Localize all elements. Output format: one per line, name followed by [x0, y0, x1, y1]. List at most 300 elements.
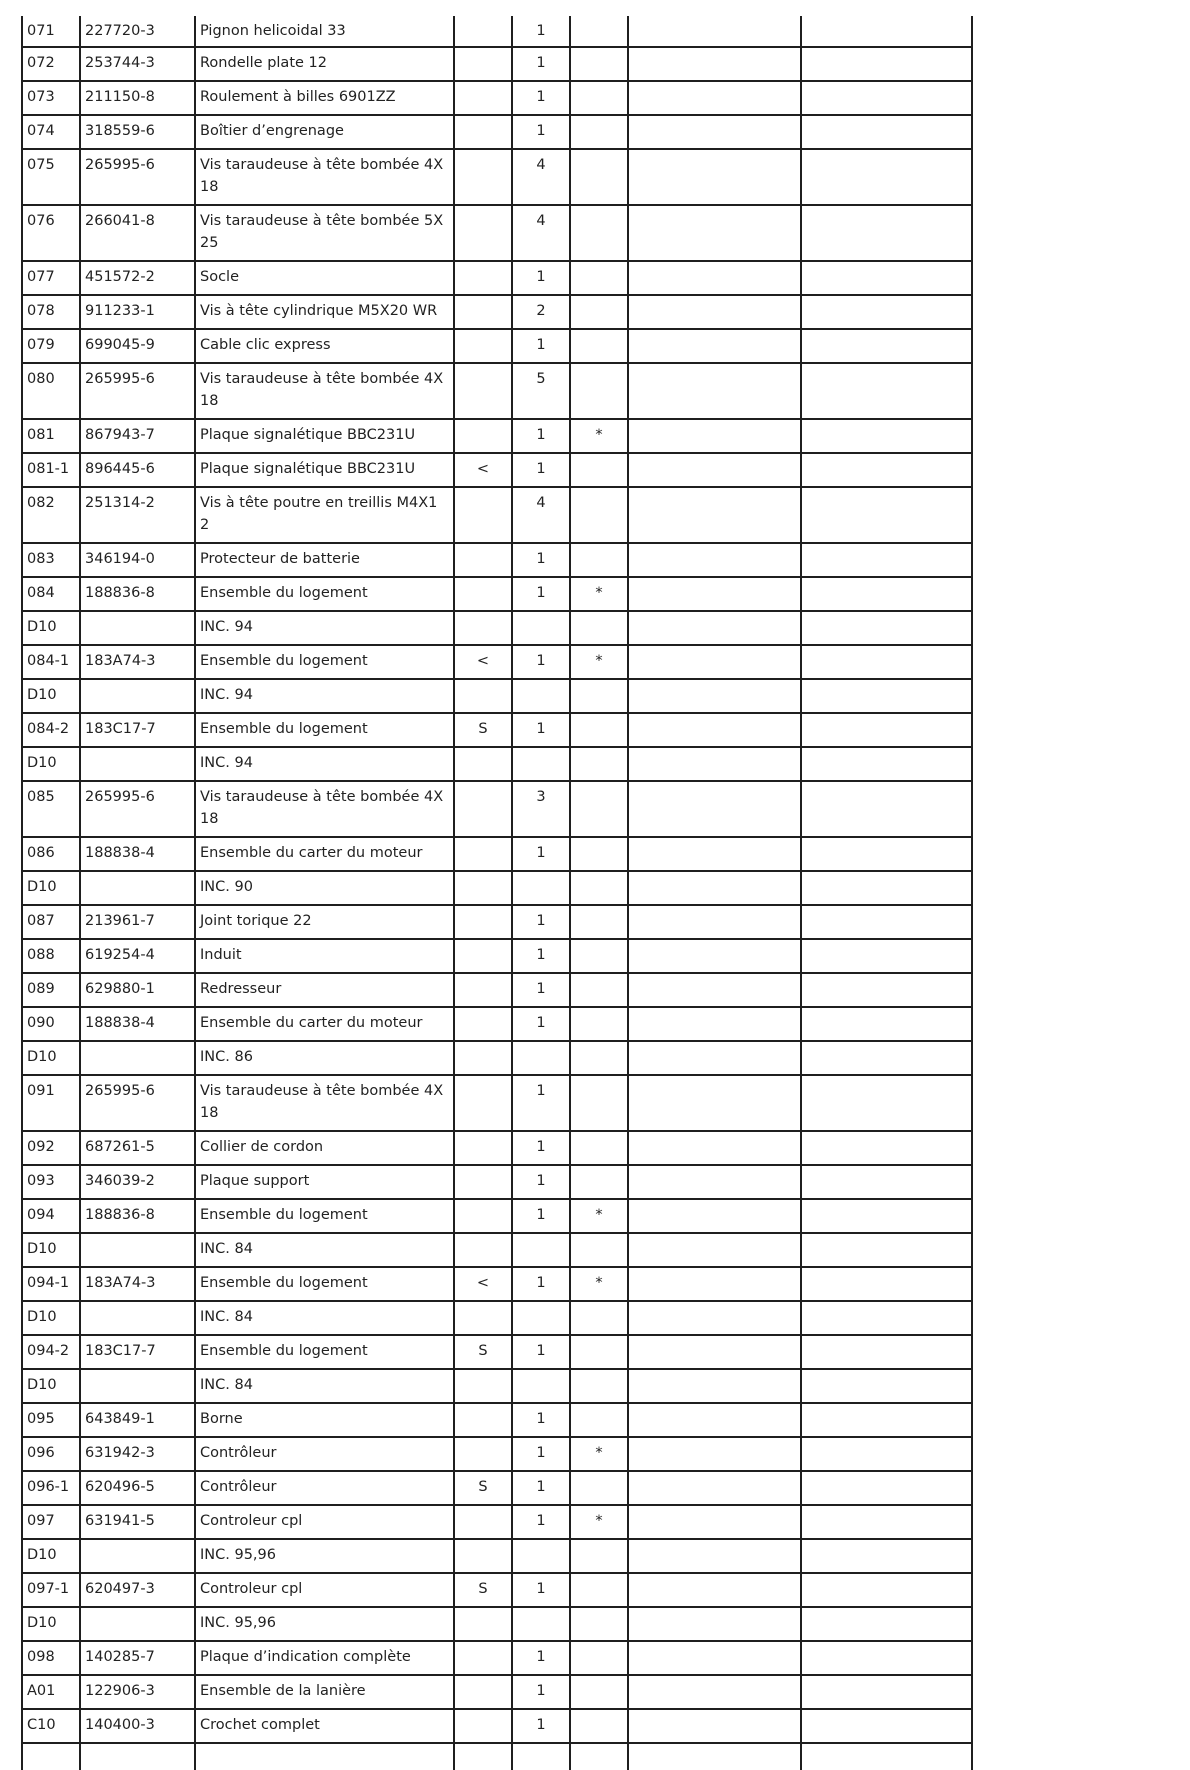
description-cell: Vis à tête poutre en treillis M4X1 2 — [195, 487, 454, 543]
item-number-cell: 091 — [22, 1075, 80, 1131]
item-number-cell: 076 — [22, 205, 80, 261]
change-flag-cell — [454, 1075, 512, 1131]
description-cell: INC. 90 — [195, 871, 454, 905]
table-row — [22, 1437, 972, 1471]
empty-cell — [628, 1471, 801, 1505]
note-mark-cell — [570, 329, 628, 363]
item-number-cell: 097 — [22, 1505, 80, 1539]
empty-cell — [628, 1301, 801, 1335]
quantity-cell: 1 — [512, 1505, 570, 1539]
quantity-cell: 4 — [512, 487, 570, 543]
description-cell: Ensemble du carter du moteur — [195, 837, 454, 871]
change-flag-cell — [454, 679, 512, 713]
item-number-cell: D10 — [22, 871, 80, 905]
quantity-cell: 2 — [512, 295, 570, 329]
part-number-cell: 265995-6 — [80, 363, 195, 419]
part-number-cell: 266041-8 — [80, 205, 195, 261]
table-row — [22, 611, 972, 645]
empty-cell — [628, 16, 801, 47]
empty-cell — [801, 81, 972, 115]
empty-cell — [628, 329, 801, 363]
empty-cell — [628, 1131, 801, 1165]
empty-cell — [801, 1041, 972, 1075]
item-number-cell: D10 — [22, 1041, 80, 1075]
table-row — [22, 543, 972, 577]
description-cell: INC. 94 — [195, 679, 454, 713]
table-row — [22, 487, 972, 543]
item-number-cell: 087 — [22, 905, 80, 939]
empty-cell — [628, 47, 801, 81]
change-flag-cell — [454, 1709, 512, 1743]
note-mark-cell — [570, 837, 628, 871]
note-mark-cell — [570, 487, 628, 543]
table-row — [22, 1301, 972, 1335]
empty-cell — [628, 611, 801, 645]
table-row — [22, 837, 972, 871]
item-number-cell: C10 — [22, 1709, 80, 1743]
quantity-cell: 3 — [512, 781, 570, 837]
part-number-cell — [80, 611, 195, 645]
empty-cell — [628, 747, 801, 781]
quantity-cell: 1 — [512, 1675, 570, 1709]
quantity-cell: 5 — [512, 363, 570, 419]
parts-list-table — [21, 16, 973, 1770]
empty-cell — [454, 1743, 512, 1770]
empty-cell — [628, 781, 801, 837]
empty-cell — [628, 905, 801, 939]
empty-cell — [801, 1675, 972, 1709]
description-cell: Plaque signalétique BBC231U — [195, 419, 454, 453]
empty-cell — [628, 939, 801, 973]
quantity-cell: 1 — [512, 329, 570, 363]
table-row — [22, 679, 972, 713]
empty-cell — [628, 261, 801, 295]
note-mark-cell — [570, 81, 628, 115]
change-flag-cell — [454, 329, 512, 363]
note-mark-cell — [570, 679, 628, 713]
note-mark-cell — [570, 1335, 628, 1369]
description-cell: Boîtier d’engrenage — [195, 115, 454, 149]
table-row — [22, 577, 972, 611]
description-cell: Borne — [195, 1403, 454, 1437]
description-cell: Ensemble du logement — [195, 1199, 454, 1233]
item-number-cell: 074 — [22, 115, 80, 149]
part-number-cell: 253744-3 — [80, 47, 195, 81]
note-mark-cell — [570, 713, 628, 747]
part-number-cell: 183C17-7 — [80, 713, 195, 747]
change-flag-cell — [454, 149, 512, 205]
item-number-cell: D10 — [22, 611, 80, 645]
table-row — [22, 453, 972, 487]
part-number-cell: 631941-5 — [80, 1505, 195, 1539]
empty-cell — [801, 973, 972, 1007]
empty-cell — [801, 1301, 972, 1335]
empty-cell — [628, 1335, 801, 1369]
part-number-cell: 620497-3 — [80, 1573, 195, 1607]
note-mark-cell — [570, 781, 628, 837]
empty-cell — [801, 905, 972, 939]
change-flag-cell — [454, 1539, 512, 1573]
description-cell: Induit — [195, 939, 454, 973]
empty-cell — [801, 205, 972, 261]
table-row — [22, 871, 972, 905]
note-mark-cell — [570, 1369, 628, 1403]
change-flag-cell — [454, 261, 512, 295]
quantity-cell: 1 — [512, 1403, 570, 1437]
empty-cell — [628, 363, 801, 419]
empty-cell — [801, 47, 972, 81]
empty-cell — [628, 115, 801, 149]
table-row — [22, 149, 972, 205]
part-number-cell: 183A74-3 — [80, 645, 195, 679]
description-cell: Redresseur — [195, 973, 454, 1007]
empty-cell — [628, 1607, 801, 1641]
note-mark-cell — [570, 1607, 628, 1641]
part-number-cell: 346194-0 — [80, 543, 195, 577]
note-mark-cell — [570, 295, 628, 329]
empty-cell — [628, 1041, 801, 1075]
empty-cell — [628, 1675, 801, 1709]
quantity-cell: 1 — [512, 1641, 570, 1675]
quantity-cell: 1 — [512, 115, 570, 149]
description-cell: Vis taraudeuse à tête bombée 4X 18 — [195, 363, 454, 419]
part-number-cell: 188836-8 — [80, 1199, 195, 1233]
empty-cell — [801, 16, 972, 47]
table-row — [22, 1539, 972, 1573]
empty-cell — [801, 1199, 972, 1233]
empty-cell — [628, 1709, 801, 1743]
table-row — [22, 1403, 972, 1437]
empty-cell — [512, 1743, 570, 1770]
empty-cell — [628, 1267, 801, 1301]
table-row — [22, 645, 972, 679]
item-number-cell: 081 — [22, 419, 80, 453]
empty-cell — [801, 1607, 972, 1641]
empty-cell — [801, 1007, 972, 1041]
empty-cell — [801, 747, 972, 781]
description-cell: Collier de cordon — [195, 1131, 454, 1165]
empty-cell — [801, 837, 972, 871]
empty-cell — [801, 1369, 972, 1403]
item-number-cell: D10 — [22, 1607, 80, 1641]
empty-cell — [628, 1505, 801, 1539]
item-number-cell: 089 — [22, 973, 80, 1007]
part-number-cell: 140400-3 — [80, 1709, 195, 1743]
description-cell: Cable clic express — [195, 329, 454, 363]
quantity-cell: 1 — [512, 1199, 570, 1233]
empty-cell — [801, 329, 972, 363]
quantity-cell: 1 — [512, 1007, 570, 1041]
item-number-cell: 095 — [22, 1403, 80, 1437]
table-row — [22, 1471, 972, 1505]
change-flag-cell — [454, 1641, 512, 1675]
description-cell: Contrôleur — [195, 1437, 454, 1471]
description-cell: Ensemble du carter du moteur — [195, 1007, 454, 1041]
empty-cell — [801, 1505, 972, 1539]
description-cell: Crochet complet — [195, 1709, 454, 1743]
empty-cell — [628, 149, 801, 205]
change-flag-cell — [454, 1369, 512, 1403]
item-number-cell: 096 — [22, 1437, 80, 1471]
table-row — [22, 1573, 972, 1607]
change-flag-cell — [454, 1675, 512, 1709]
note-mark-cell: * — [570, 577, 628, 611]
empty-cell — [801, 871, 972, 905]
change-flag-cell — [454, 939, 512, 973]
note-mark-cell — [570, 1301, 628, 1335]
description-cell: Ensemble du logement — [195, 1335, 454, 1369]
change-flag-cell — [454, 1505, 512, 1539]
empty-cell — [801, 781, 972, 837]
table-row — [22, 1709, 972, 1743]
quantity-cell: 1 — [512, 1437, 570, 1471]
table-row — [22, 1335, 972, 1369]
empty-cell — [801, 611, 972, 645]
empty-cell — [801, 577, 972, 611]
item-number-cell: 071 — [22, 16, 80, 47]
description-cell: Ensemble de la lanière — [195, 1675, 454, 1709]
empty-cell — [801, 1075, 972, 1131]
table-row-continuation — [22, 1743, 972, 1770]
quantity-cell: 1 — [512, 939, 570, 973]
empty-cell — [801, 543, 972, 577]
note-mark-cell — [570, 871, 628, 905]
note-mark-cell — [570, 149, 628, 205]
part-number-cell: 699045-9 — [80, 329, 195, 363]
empty-cell — [801, 1403, 972, 1437]
table-row — [22, 115, 972, 149]
note-mark-cell — [570, 1075, 628, 1131]
part-number-cell: 896445-6 — [80, 453, 195, 487]
change-flag-cell — [454, 81, 512, 115]
note-mark-cell — [570, 973, 628, 1007]
quantity-cell: 1 — [512, 905, 570, 939]
change-flag-cell: S — [454, 713, 512, 747]
empty-cell — [628, 1007, 801, 1041]
quantity-cell: 1 — [512, 1709, 570, 1743]
change-flag-cell — [454, 1007, 512, 1041]
quantity-cell — [512, 1607, 570, 1641]
description-cell: INC. 84 — [195, 1233, 454, 1267]
quantity-cell: 1 — [512, 453, 570, 487]
table-row — [22, 419, 972, 453]
empty-cell — [628, 1199, 801, 1233]
item-number-cell: D10 — [22, 679, 80, 713]
description-cell: Socle — [195, 261, 454, 295]
change-flag-cell — [454, 905, 512, 939]
part-number-cell: 213961-7 — [80, 905, 195, 939]
empty-cell — [628, 543, 801, 577]
change-flag-cell — [454, 611, 512, 645]
note-mark-cell: * — [570, 1437, 628, 1471]
item-number-cell: 078 — [22, 295, 80, 329]
quantity-cell: 1 — [512, 1335, 570, 1369]
empty-cell — [801, 939, 972, 973]
part-number-cell — [80, 1041, 195, 1075]
table-row — [22, 47, 972, 81]
change-flag-cell: < — [454, 453, 512, 487]
empty-cell — [801, 419, 972, 453]
table-row — [22, 973, 972, 1007]
empty-cell — [801, 645, 972, 679]
part-number-cell: 867943-7 — [80, 419, 195, 453]
quantity-cell: 1 — [512, 16, 570, 47]
table-row — [22, 1267, 972, 1301]
note-mark-cell — [570, 453, 628, 487]
item-number-cell: D10 — [22, 747, 80, 781]
part-number-cell: 629880-1 — [80, 973, 195, 1007]
note-mark-cell — [570, 939, 628, 973]
change-flag-cell — [454, 837, 512, 871]
note-mark-cell — [570, 1041, 628, 1075]
part-number-cell: 687261-5 — [80, 1131, 195, 1165]
empty-cell — [628, 645, 801, 679]
note-mark-cell — [570, 747, 628, 781]
part-number-cell: 619254-4 — [80, 939, 195, 973]
part-number-cell: 911233-1 — [80, 295, 195, 329]
item-number-cell: 082 — [22, 487, 80, 543]
item-number-cell: A01 — [22, 1675, 80, 1709]
change-flag-cell: S — [454, 1335, 512, 1369]
table-row — [22, 1233, 972, 1267]
empty-cell — [628, 1165, 801, 1199]
note-mark-cell — [570, 16, 628, 47]
change-flag-cell — [454, 1165, 512, 1199]
part-number-cell — [80, 1539, 195, 1573]
quantity-cell: 1 — [512, 837, 570, 871]
note-mark-cell — [570, 115, 628, 149]
empty-cell — [801, 1437, 972, 1471]
note-mark-cell — [570, 1709, 628, 1743]
empty-cell — [628, 1369, 801, 1403]
description-cell: INC. 95,96 — [195, 1539, 454, 1573]
item-number-cell: 094 — [22, 1199, 80, 1233]
quantity-cell: 1 — [512, 1267, 570, 1301]
item-number-cell: 075 — [22, 149, 80, 205]
change-flag-cell — [454, 1041, 512, 1075]
empty-cell — [628, 713, 801, 747]
description-cell: Roulement à billes 6901ZZ — [195, 81, 454, 115]
empty-cell — [801, 149, 972, 205]
description-cell: Protecteur de batterie — [195, 543, 454, 577]
note-mark-cell — [570, 47, 628, 81]
quantity-cell: 4 — [512, 149, 570, 205]
note-mark-cell: * — [570, 1199, 628, 1233]
table-row — [22, 295, 972, 329]
quantity-cell: 1 — [512, 1573, 570, 1607]
item-number-cell: 084-2 — [22, 713, 80, 747]
change-flag-cell — [454, 16, 512, 47]
change-flag-cell — [454, 747, 512, 781]
empty-cell — [628, 577, 801, 611]
table-row — [22, 363, 972, 419]
quantity-cell: 1 — [512, 1131, 570, 1165]
description-cell: Vis taraudeuse à tête bombée 4X 18 — [195, 1075, 454, 1131]
quantity-cell: 1 — [512, 543, 570, 577]
part-number-cell: 122906-3 — [80, 1675, 195, 1709]
description-cell: INC. 94 — [195, 611, 454, 645]
empty-cell — [801, 1131, 972, 1165]
table-row — [22, 261, 972, 295]
change-flag-cell — [454, 1437, 512, 1471]
change-flag-cell — [454, 1199, 512, 1233]
change-flag-cell — [454, 363, 512, 419]
part-number-cell: 188836-8 — [80, 577, 195, 611]
empty-cell — [628, 205, 801, 261]
part-number-cell — [80, 1233, 195, 1267]
table-row — [22, 1675, 972, 1709]
item-number-cell: 090 — [22, 1007, 80, 1041]
quantity-cell — [512, 611, 570, 645]
quantity-cell — [512, 679, 570, 713]
item-number-cell: 098 — [22, 1641, 80, 1675]
table-row — [22, 1641, 972, 1675]
note-mark-cell — [570, 1007, 628, 1041]
part-number-cell: 183A74-3 — [80, 1267, 195, 1301]
change-flag-cell — [454, 1301, 512, 1335]
table-row — [22, 1607, 972, 1641]
part-number-cell — [80, 1301, 195, 1335]
description-cell: Plaque signalétique BBC231U — [195, 453, 454, 487]
quantity-cell: 1 — [512, 577, 570, 611]
empty-cell — [628, 1573, 801, 1607]
empty-cell — [801, 1471, 972, 1505]
change-flag-cell — [454, 1607, 512, 1641]
table-row — [22, 16, 972, 47]
quantity-cell — [512, 1301, 570, 1335]
quantity-cell — [512, 1233, 570, 1267]
note-mark-cell — [570, 611, 628, 645]
empty-cell — [801, 1573, 972, 1607]
item-number-cell: 079 — [22, 329, 80, 363]
item-number-cell: D10 — [22, 1369, 80, 1403]
note-mark-cell — [570, 363, 628, 419]
empty-cell — [628, 1539, 801, 1573]
empty-cell — [801, 295, 972, 329]
table-row — [22, 1041, 972, 1075]
empty-cell — [22, 1743, 80, 1770]
change-flag-cell: S — [454, 1573, 512, 1607]
note-mark-cell: * — [570, 645, 628, 679]
description-cell: Vis taraudeuse à tête bombée 5X 25 — [195, 205, 454, 261]
note-mark-cell — [570, 1539, 628, 1573]
description-cell: Contrôleur — [195, 1471, 454, 1505]
change-flag-cell: < — [454, 1267, 512, 1301]
quantity-cell — [512, 1539, 570, 1573]
empty-cell — [801, 261, 972, 295]
description-cell: Plaque d’indication complète — [195, 1641, 454, 1675]
note-mark-cell — [570, 1675, 628, 1709]
note-mark-cell: * — [570, 1267, 628, 1301]
description-cell: Plaque support — [195, 1165, 454, 1199]
change-flag-cell — [454, 1403, 512, 1437]
description-cell: INC. 84 — [195, 1369, 454, 1403]
empty-cell — [801, 1267, 972, 1301]
description-cell: Joint torique 22 — [195, 905, 454, 939]
empty-cell — [801, 713, 972, 747]
note-mark-cell — [570, 261, 628, 295]
note-mark-cell — [570, 1233, 628, 1267]
description-cell: INC. 95,96 — [195, 1607, 454, 1641]
part-number-cell: 620496-5 — [80, 1471, 195, 1505]
empty-cell — [801, 487, 972, 543]
quantity-cell: 1 — [512, 1471, 570, 1505]
empty-cell — [801, 1539, 972, 1573]
part-number-cell — [80, 679, 195, 713]
empty-cell — [628, 973, 801, 1007]
part-number-cell: 451572-2 — [80, 261, 195, 295]
note-mark-cell: * — [570, 1505, 628, 1539]
